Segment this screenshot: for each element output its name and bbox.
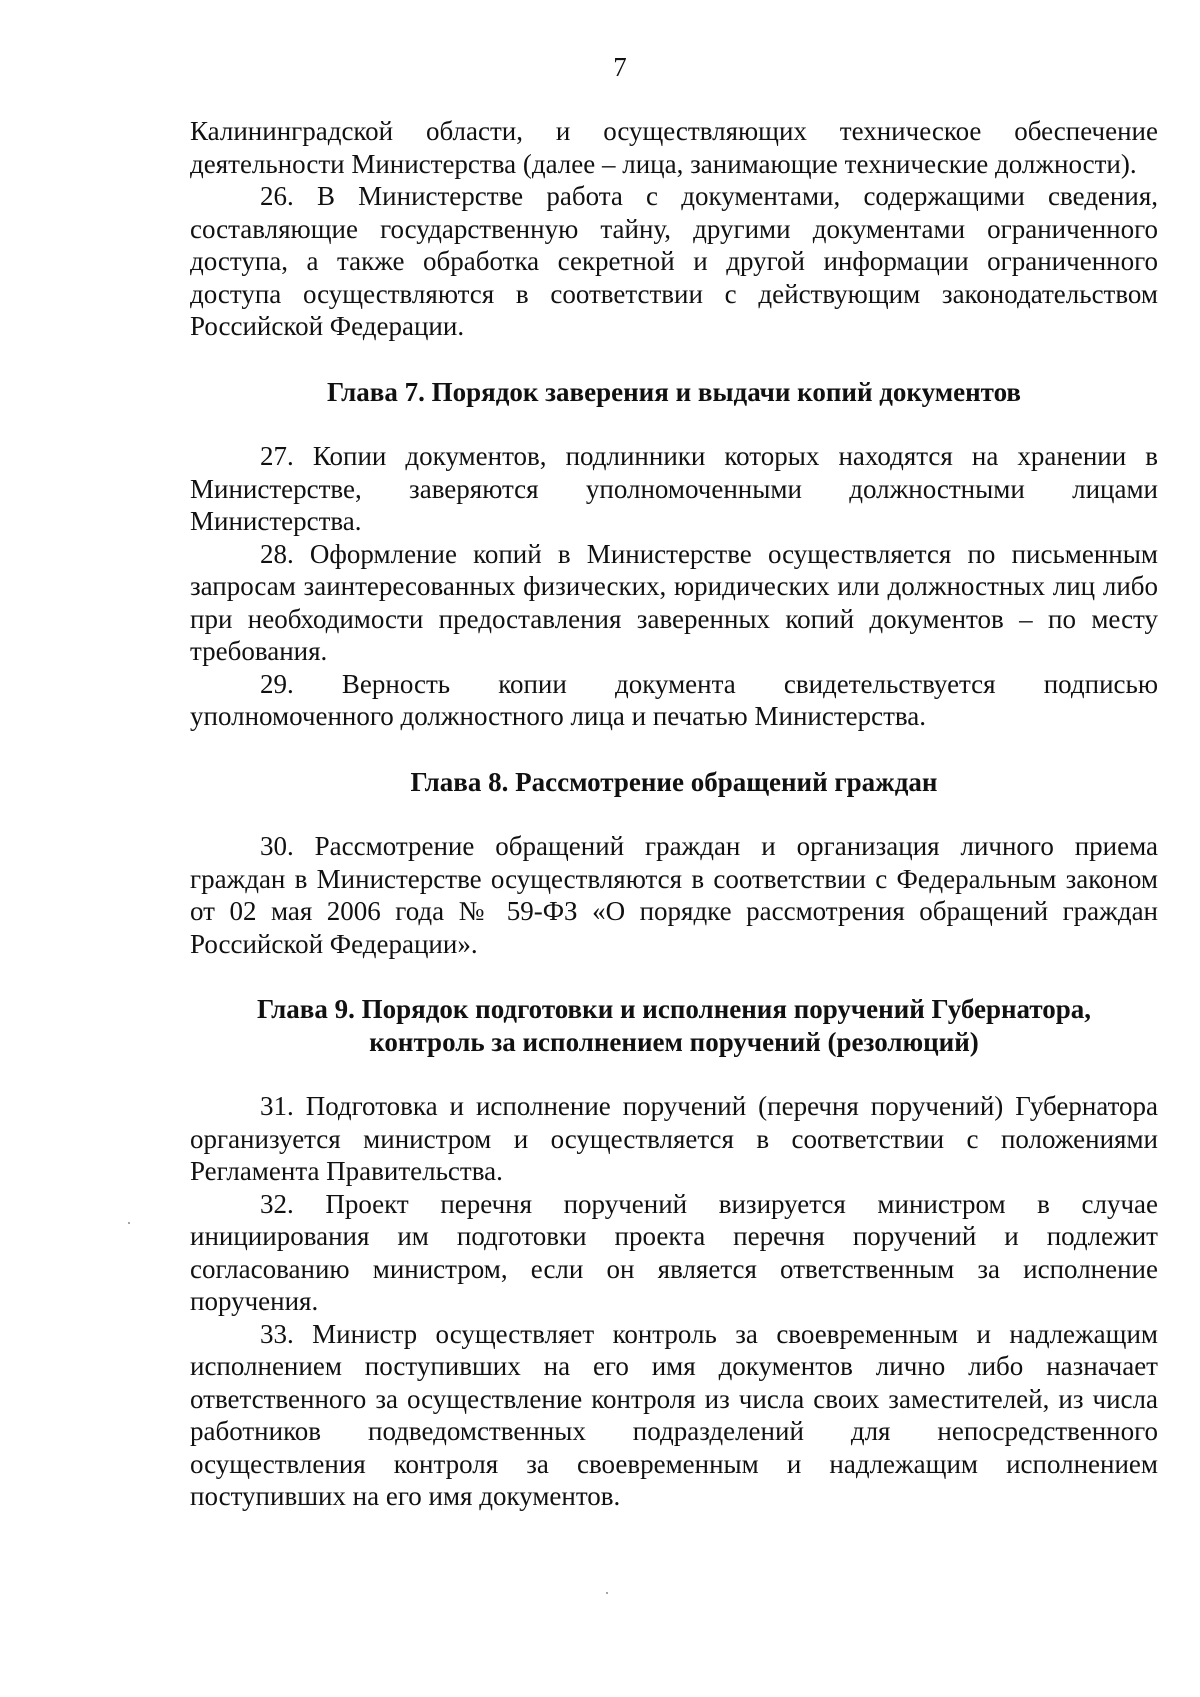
paragraph-33: 33. Министр осуществляет контроль за своевременным и надлежащим исполнением поступивших на его имя документов лично либо назначает ответственного за осуществление контроля из числа своих заместителей, из числа работников подведомственных подразделений для непосредственного осуществления контроля за своевременным и надлежащим исполнением поступивших на его имя документов. bbox=[190, 1318, 1158, 1511]
chapter-9-heading bbox=[190, 993, 1158, 1058]
chapter-8-heading: Глава 8. Рассмотрение обращений граждан bbox=[410, 766, 938, 797]
paragraph-29: 29. Верность копии документа свидетельствуется подписью уполномоченного должностного лица и печатью Министерства. bbox=[190, 668, 1158, 731]
document-body bbox=[190, 115, 1158, 1513]
chapter-7-heading: Глава 7. Порядок заверения и выдачи копий документов bbox=[326, 376, 1021, 407]
page-number: 7 bbox=[613, 52, 627, 82]
paragraph-30: 30. Рассмотрение обращений граждан и организация личного приема граждан в Министерстве осуществляются в соответствии с Федеральным законом от 02 мая 2006 года № 59-ФЗ «О порядке рассмотрения обращений граждан Российской Федерации». bbox=[190, 831, 1158, 959]
scan-speck bbox=[128, 1222, 130, 1224]
paragraph-28: 28. Оформление копий в Министерстве осуществляется по письменным запросам заинтересованных физических, юридических или должностных лиц либо при необходимости предоставления заверенных копий документов – по месту требования. bbox=[190, 538, 1158, 666]
paragraph-continuation: Калининградской области, и осуществляющих техническое обеспечение деятельности Министерства (далее – лица, занимающие технические должности). bbox=[190, 116, 1158, 179]
paragraph-32: 32. Проект перечня поручений визируется министром в случае инициирования им подготовки проекта перечня поручений и подлежит согласованию министром, если он является ответственным за исполнение поручения. bbox=[190, 1188, 1158, 1316]
paragraph-31: 31. Подготовка и исполнение поручений (перечня поручений) Губернатора организуется министром и осуществляется в соответствии с положениями Регламента Правительства. bbox=[190, 1091, 1158, 1186]
chapter-9-heading-line-2: контроль за исполнением поручений (резолюций) bbox=[369, 1026, 979, 1057]
scan-speck bbox=[606, 1592, 608, 1594]
paragraph-26: 26. В Министерстве работа с документами, содержащими сведения, составляющие государственную тайну, другими документами ограниченного доступа, а также обработка секретной и другой информации ограниченного доступа осуществляются в соответствии с действующим законодательством Российской Федерации. bbox=[190, 181, 1158, 341]
chapter-9-heading-line-1: Глава 9. Порядок подготовки и исполнения поручений Губернатора, bbox=[256, 994, 1092, 1024]
paragraph-27: 27. Копии документов, подлинники которых находятся на хранении в Министерстве, заверяются уполномоченными должностными лицами Министерства. bbox=[190, 441, 1158, 536]
